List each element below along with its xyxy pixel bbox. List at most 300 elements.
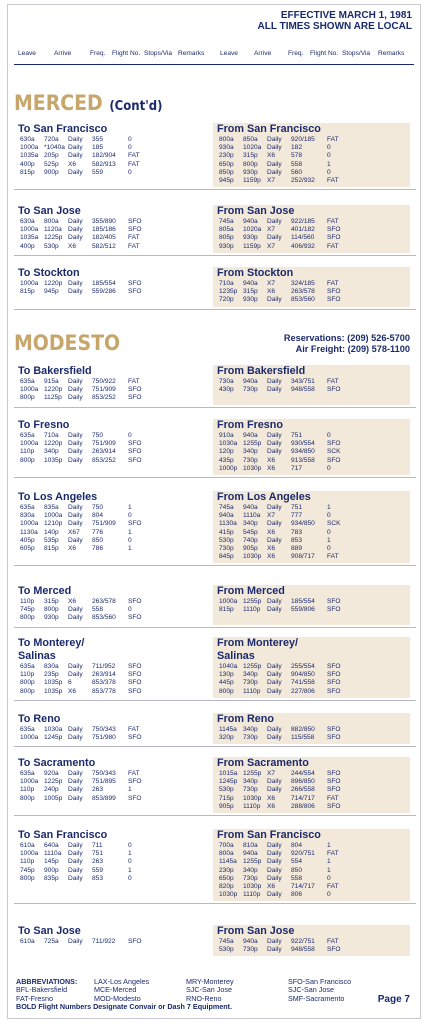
flight-number: 717 <box>291 464 303 472</box>
arrive-time: 340p <box>243 520 258 528</box>
frequency: X7 <box>267 176 276 184</box>
flight-number: 853/560 <box>291 296 315 304</box>
stops-via: 0 <box>128 874 132 882</box>
route-title: To Fresno <box>18 419 70 431</box>
leave-time: 320p <box>219 734 234 742</box>
leave-time: 405p <box>20 536 35 544</box>
leave-time: 700a <box>219 842 234 849</box>
leave-time: 635a <box>20 504 35 511</box>
frequency: Daily <box>68 226 83 234</box>
arrive-time: 315p <box>243 152 258 160</box>
flight-number: 930/554 <box>291 440 315 448</box>
arrive-time: 340p <box>243 726 258 733</box>
stops-via: FAT <box>327 794 339 802</box>
flight-row <box>14 795 211 803</box>
flight-row <box>14 288 211 296</box>
route-title: To Bakersfield <box>18 365 92 377</box>
leave-time: 110p <box>20 786 35 794</box>
stops-via: 1 <box>128 528 132 536</box>
flight-number: 751/909 <box>92 386 116 394</box>
leave-time: 745p <box>20 866 35 874</box>
arrive-time: 1035p <box>44 679 63 687</box>
flight-number: 185 <box>92 144 104 152</box>
arrive-time: 930p <box>44 614 59 622</box>
leave-time: 230p <box>219 152 234 160</box>
arrive-time: 340p <box>243 671 258 679</box>
frequency: Daily <box>68 606 83 614</box>
leave-time: 800a <box>219 136 234 143</box>
stops-via: FAT <box>327 938 339 945</box>
flight-row <box>213 850 410 858</box>
arrive-time: 1225p <box>44 234 63 242</box>
flight-row <box>213 688 410 696</box>
stops-via: SFO <box>327 456 341 464</box>
stops-via: 1 <box>327 866 331 874</box>
flight-row <box>14 770 211 778</box>
leave-time: 110p <box>20 448 35 456</box>
flight-row <box>14 136 211 144</box>
flight-number: 263 <box>92 786 104 794</box>
stops-via: SFO <box>327 440 341 448</box>
flight-number: 182 <box>291 144 303 152</box>
route-title: From Stockton <box>217 267 294 279</box>
flight-number: 714/717 <box>291 882 315 890</box>
flight-row <box>213 529 410 537</box>
leave-time: 635a <box>20 663 35 670</box>
flight-rows <box>14 378 211 403</box>
frequency: Daily <box>68 280 83 287</box>
flight-row <box>213 457 410 465</box>
leave-time: 745a <box>219 938 234 945</box>
flight-number: 806 <box>291 891 303 899</box>
flight-row <box>213 663 410 671</box>
frequency: Daily <box>267 504 282 511</box>
frequency: X6 <box>68 598 77 605</box>
flight-row <box>14 850 211 858</box>
frequency: X7 <box>267 512 276 520</box>
stops-via: 0 <box>327 464 331 472</box>
stops-via: FAT <box>327 218 339 225</box>
leave-time: 530p <box>219 946 234 954</box>
flight-row <box>213 378 410 386</box>
leave-time: 1000a <box>219 598 238 605</box>
arrive-time: *1040a <box>44 144 65 152</box>
flight-row <box>213 177 410 185</box>
arrive-time: 810a <box>243 842 258 849</box>
from-column <box>213 713 410 744</box>
frequency: X6 <box>68 687 77 695</box>
arrive-time: 730p <box>243 946 258 954</box>
flight-rows <box>213 770 410 811</box>
leave-time: 745a <box>219 218 234 225</box>
frequency: Daily <box>267 842 282 849</box>
flight-number: 227/806 <box>291 687 315 695</box>
flight-row <box>14 842 211 850</box>
leave-time: 905p <box>219 802 234 810</box>
frequency: X6 <box>267 882 276 890</box>
arrive-time: 800p <box>44 606 59 614</box>
modesto-phone-numbers: Reservations: (209) 526-5700 Air Freight: (209) 578-1100 <box>283 333 410 354</box>
section-divider <box>14 700 416 701</box>
frequency: Daily <box>68 536 83 544</box>
flight-number: 266/558 <box>291 786 315 794</box>
stops-via: 0 <box>128 136 132 143</box>
stops-via: 1 <box>128 504 132 511</box>
frequency: Daily <box>267 536 282 544</box>
stops-via: SFO <box>128 598 142 605</box>
leave-time: 800p <box>20 794 35 802</box>
stops-via: SFO <box>128 448 142 456</box>
frequency: X6 <box>267 553 276 561</box>
arrive-time: 835p <box>44 874 59 882</box>
arrive-time: 1110p <box>243 802 261 810</box>
flight-rows <box>213 136 410 185</box>
section-divider <box>14 565 416 566</box>
arrive-time: 1110p <box>243 606 261 614</box>
arrive-time: 800p <box>243 160 258 168</box>
stops-via: SFO <box>327 296 341 304</box>
leave-time: 1000a <box>20 520 39 528</box>
flight-row <box>14 161 211 169</box>
arrive-time: 1245p <box>44 734 63 742</box>
leave-time: 110p <box>20 858 35 866</box>
flight-number: 750 <box>92 504 104 511</box>
frequency: Daily <box>267 160 282 168</box>
stops-via: SFO <box>128 440 142 448</box>
route-title: To San Jose <box>18 925 81 937</box>
flight-row <box>213 671 410 679</box>
arrive-time: 900p <box>44 866 59 874</box>
arrive-time: 940a <box>243 938 258 945</box>
leave-time: 830a <box>20 512 35 520</box>
flight-number: 920/751 <box>291 850 315 858</box>
leave-time: 435p <box>219 456 234 464</box>
frequency: Daily <box>68 874 83 882</box>
frequency: Daily <box>267 850 282 858</box>
arrive-time: 1110p <box>243 891 261 899</box>
stops-via: SFO <box>128 938 142 945</box>
from-column <box>213 637 410 698</box>
stops-via: SFO <box>327 726 341 733</box>
stops-via: 1 <box>128 786 132 794</box>
flight-number: 288/806 <box>291 802 315 810</box>
leave-time: 1130a <box>20 528 38 536</box>
arrive-time: 915a <box>44 378 59 385</box>
flight-number: 263/578 <box>92 598 116 605</box>
flight-rows <box>213 504 410 561</box>
flight-row <box>14 614 211 622</box>
flight-row <box>14 226 211 234</box>
frequency: X6 <box>267 802 276 810</box>
frequency: Daily <box>68 512 83 520</box>
frequency: X6 <box>267 544 276 552</box>
arrive-time: 940a <box>243 504 258 511</box>
stops-via: 1 <box>327 842 331 849</box>
flight-row <box>213 512 410 520</box>
frequency: X6 <box>267 152 276 160</box>
to-column <box>14 205 211 253</box>
flight-row <box>213 226 410 234</box>
leave-time: 430p <box>219 386 234 394</box>
frequency: Daily <box>267 786 282 794</box>
stops-via: SFO <box>128 671 142 679</box>
arrive-time: 145p <box>44 858 59 866</box>
leave-time: 400p <box>20 242 35 250</box>
flight-rows <box>14 432 211 465</box>
from-column <box>213 123 410 187</box>
frequency: Daily <box>267 144 282 152</box>
flight-number: 922/751 <box>291 938 315 945</box>
from-column <box>213 757 410 813</box>
arrive-time: 535p <box>44 536 59 544</box>
flight-row <box>213 726 410 734</box>
arrive-time: 725a <box>44 938 59 945</box>
flight-number: 185/554 <box>92 280 116 287</box>
flight-row <box>213 842 410 850</box>
flight-number: 920/185 <box>291 136 315 143</box>
frequency: Daily <box>68 866 83 874</box>
flight-rows <box>213 218 410 251</box>
flight-number: 255/554 <box>291 663 315 670</box>
frequency: Daily <box>68 394 83 402</box>
arrive-time: 800a <box>44 218 59 225</box>
flight-row <box>14 169 211 177</box>
frequency: X6 <box>68 544 77 552</box>
frequency: Daily <box>68 378 83 385</box>
leave-time: 1000p <box>219 464 238 472</box>
page-number: Page 7 <box>377 994 410 1005</box>
section-divider <box>14 746 416 747</box>
stops-via: FAT <box>128 234 140 242</box>
arrive-time: 920a <box>44 770 59 777</box>
flight-row <box>213 778 410 786</box>
to-column <box>14 419 211 475</box>
flight-row <box>213 432 410 440</box>
flight-number: 750 <box>92 432 104 439</box>
stops-via: 1 <box>327 858 331 866</box>
frequency: Daily <box>68 432 83 439</box>
leave-time: 230p <box>219 866 234 874</box>
route-title: To Los Angeles <box>18 491 98 503</box>
frequency: Daily <box>267 440 282 448</box>
frequency: Daily <box>267 671 282 679</box>
section-divider <box>14 477 416 478</box>
frequency: X7 <box>267 280 276 287</box>
arrive-time: 1159p <box>243 176 261 184</box>
flight-number: 263/914 <box>92 448 116 456</box>
section-divider <box>14 627 416 628</box>
arrive-time: 340p <box>243 448 258 456</box>
flight-number: 355/890 <box>92 218 116 225</box>
stops-via: SFO <box>128 218 142 225</box>
route-title: To Reno <box>18 713 61 725</box>
arrive-time: 730p <box>243 874 258 882</box>
arrive-time: 1020a <box>243 144 262 152</box>
from-column <box>213 585 410 625</box>
flight-row <box>14 786 211 794</box>
flight-row <box>213 504 410 512</box>
leave-time: 940a <box>219 512 234 520</box>
route-title: To Sacramento <box>18 757 96 769</box>
frequency: X6 <box>267 528 276 536</box>
flight-row <box>14 432 211 440</box>
leave-time: 1130a <box>219 520 237 528</box>
flight-number: 558 <box>291 874 303 882</box>
stops-via: 0 <box>327 528 331 536</box>
frequency: Daily <box>267 778 282 786</box>
route-title: To Stockton <box>18 267 80 279</box>
stops-via: 0 <box>327 512 331 520</box>
stops-via: FAT <box>327 242 339 250</box>
leave-time: 1000a <box>20 850 39 858</box>
stops-via: SCK <box>327 520 341 528</box>
frequency: Daily <box>68 234 83 242</box>
flight-row <box>213 218 410 226</box>
arrive-time: 1110p <box>243 687 261 695</box>
arrive-time: 730p <box>243 734 258 742</box>
flight-number: 182/904 <box>92 152 116 160</box>
flight-row <box>213 770 410 778</box>
flight-row <box>14 688 211 696</box>
stops-via: SFO <box>327 687 341 695</box>
flight-number: 185/554 <box>291 598 315 605</box>
leave-time: 730p <box>219 544 234 552</box>
stops-via: 0 <box>128 536 132 544</box>
flight-rows <box>213 663 410 696</box>
leave-time: 635a <box>20 378 35 385</box>
flight-number: 711/922 <box>92 938 116 945</box>
stops-via: SFO <box>327 734 341 742</box>
flight-number: 741/558 <box>291 679 315 687</box>
flight-row <box>213 803 410 811</box>
flight-number: 343/751 <box>291 378 315 385</box>
flight-row <box>14 234 211 242</box>
to-column <box>14 829 211 901</box>
flight-number: 934/850 <box>291 448 315 456</box>
flight-number: 115/558 <box>291 734 315 742</box>
flight-row <box>14 663 211 671</box>
flight-row <box>213 136 410 144</box>
flight-number: 582/913 <box>92 160 116 168</box>
leave-time: 845p <box>219 553 234 561</box>
frequency: Daily <box>68 726 83 733</box>
flight-row <box>14 520 211 528</box>
route-title: From Merced <box>217 585 285 597</box>
arrive-time: 830a <box>44 663 59 670</box>
arrive-time: 545p <box>243 528 258 536</box>
flight-row <box>14 598 211 606</box>
stops-via: 1 <box>128 544 132 552</box>
frequency: Daily <box>68 152 83 160</box>
stops-via: 0 <box>327 152 331 160</box>
leave-time: 1145a <box>219 858 237 866</box>
arrive-time: 940a <box>243 432 258 439</box>
frequency: Daily <box>68 440 83 448</box>
arrive-time: 1125p <box>44 394 62 402</box>
arrive-time: 1255p <box>243 770 262 777</box>
flight-row <box>213 440 410 448</box>
stops-via: SFO <box>327 778 341 786</box>
route-title: From San Francisco <box>217 829 321 841</box>
stops-via: FAT <box>327 280 339 287</box>
from-column <box>213 491 410 563</box>
flight-row <box>213 169 410 177</box>
frequency: Daily <box>267 663 282 670</box>
arrive-time: 835a <box>44 504 59 511</box>
flight-number: 882/850 <box>291 726 315 733</box>
arrive-time: 1120a <box>44 226 62 234</box>
leave-time: 1145a <box>219 726 237 733</box>
arrive-time: 1255p <box>243 858 262 866</box>
flight-number: 850 <box>92 536 104 544</box>
flight-number: 711 <box>92 842 103 849</box>
route-title: To San Jose <box>18 205 81 217</box>
frequency: Daily <box>68 842 83 849</box>
frequency: Daily <box>68 794 83 802</box>
flight-number: 578 <box>291 152 303 160</box>
stops-via: 1 <box>327 536 331 544</box>
flight-row <box>213 598 410 606</box>
stops-via: 0 <box>327 874 331 882</box>
leave-time: 635a <box>20 432 35 439</box>
stops-via: 0 <box>128 606 132 614</box>
leave-time: 930p <box>219 242 234 250</box>
flight-rows <box>213 598 410 614</box>
arrive-time: 945p <box>44 288 59 296</box>
timetable-page <box>7 4 421 1019</box>
flight-number: 853/252 <box>92 456 116 464</box>
arrive-time: 340p <box>243 866 258 874</box>
leave-time: 1000a <box>20 144 39 152</box>
stops-via: SFO <box>128 734 142 742</box>
flight-rows <box>213 432 410 473</box>
stops-via: FAT <box>128 160 140 168</box>
arrive-time: 240p <box>44 786 59 794</box>
merced-heading: MERCED (Cont'd) <box>14 91 163 115</box>
section-divider <box>14 255 416 256</box>
stops-via: SFO <box>327 679 341 687</box>
leave-time: 1040a <box>219 663 238 670</box>
stops-via: SFO <box>327 802 341 810</box>
arrive-time: 640a <box>44 842 59 849</box>
frequency: Daily <box>68 168 83 176</box>
to-column <box>14 637 211 698</box>
flight-row <box>213 152 410 160</box>
leave-time: 815p <box>219 606 234 614</box>
frequency: X6 <box>267 456 276 464</box>
leave-time: 800p <box>20 874 35 882</box>
flight-row <box>213 795 410 803</box>
frequency: Daily <box>68 520 83 528</box>
flight-number: 853 <box>291 536 303 544</box>
flight-row <box>213 296 410 304</box>
flight-row <box>213 786 410 794</box>
flight-number: 406/932 <box>291 242 315 250</box>
arrive-time: 315p <box>44 598 59 605</box>
flight-number: 559/806 <box>291 606 315 614</box>
flight-number: 783 <box>291 528 303 536</box>
route-title: From Sacramento <box>217 757 309 769</box>
arrive-time: 340p <box>243 778 258 786</box>
flight-row <box>14 726 211 734</box>
arrive-time: 720a <box>44 136 59 143</box>
flight-row <box>14 734 211 742</box>
leave-time: 605p <box>20 544 35 552</box>
frequency: Daily <box>68 734 83 742</box>
frequency: Daily <box>68 288 83 296</box>
stops-via: SFO <box>128 794 142 802</box>
flight-number: 777 <box>291 512 303 520</box>
